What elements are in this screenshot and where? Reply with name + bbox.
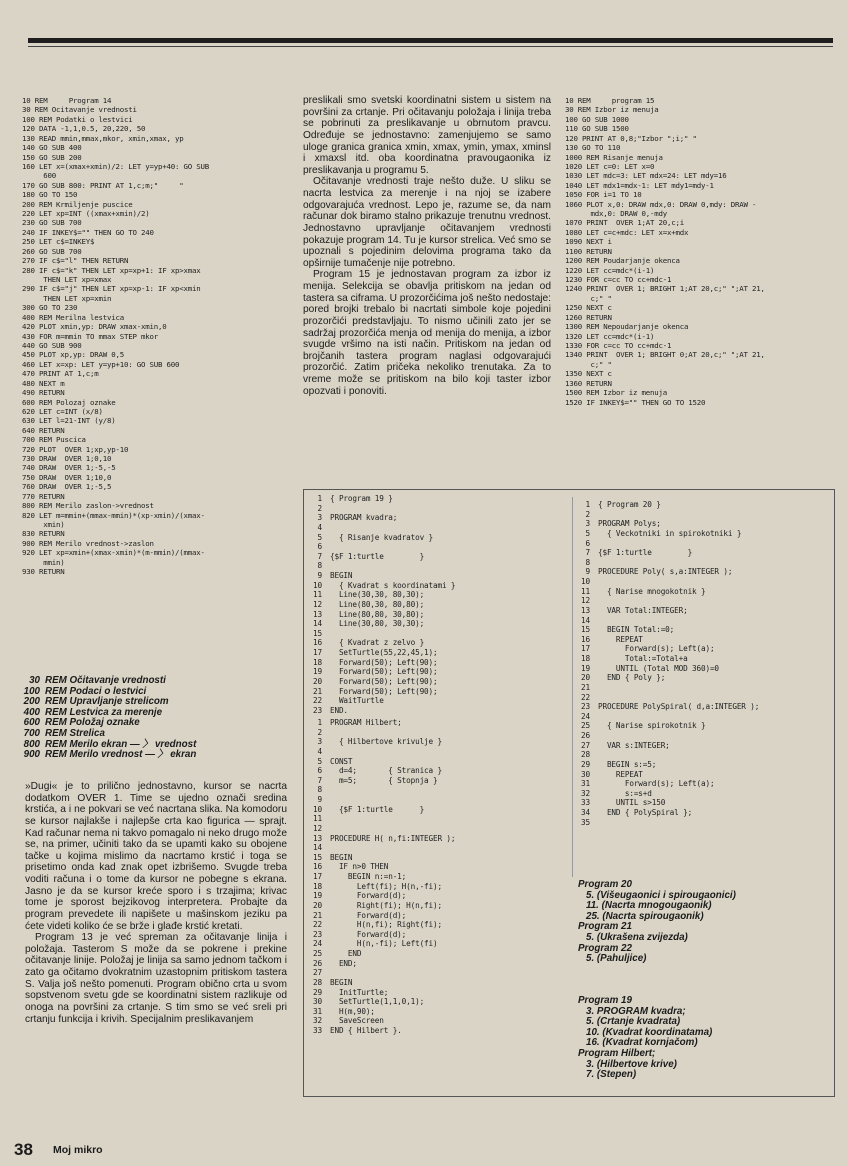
code-line: THEN LET xp=xmin bbox=[22, 293, 112, 303]
legend-item: 5. (Pahuljice) bbox=[586, 953, 647, 965]
legend-item: 5. (Ukrašena zvijezda) bbox=[586, 931, 688, 943]
code-line: 1070 PRINT OVER 1;AT 20,c;i bbox=[565, 218, 684, 228]
line-number: 22 bbox=[313, 920, 322, 930]
legend-line-number: 700 bbox=[23, 727, 40, 739]
code-line: 160 LET x=(xmax+xmin)/2: LET y=yp+40: GO SUB bbox=[22, 161, 209, 171]
line-number: 21 bbox=[313, 910, 322, 920]
line-number: 2 bbox=[317, 727, 322, 737]
code-line: Line(80,30, 80,80); bbox=[330, 599, 425, 609]
code-line: VAR Total:INTEGER; bbox=[598, 605, 688, 615]
code-line: { Narise spirokotnik } bbox=[598, 721, 706, 731]
code-line: { Narise mnogokotnik } bbox=[598, 586, 706, 596]
code-line: 150 GO SUB 200 bbox=[22, 152, 82, 162]
code-line: 1200 REM Poudarjanje okenca bbox=[565, 256, 680, 266]
code-line: Forward(50); Left(90); bbox=[330, 676, 438, 686]
line-number: 18 bbox=[313, 881, 322, 891]
line-number: 9 bbox=[585, 567, 590, 577]
line-number: 6 bbox=[317, 766, 322, 776]
code-line: 430 FOR m=mmin TO mmax STEP mkor bbox=[22, 331, 158, 341]
line-number: 26 bbox=[581, 731, 590, 740]
legend-item: 10. (Kvadrat koordinatama) bbox=[586, 1026, 713, 1038]
code-line: PROCEDURE PolySpiral( d,a:INTEGER ); bbox=[598, 702, 760, 712]
line-number: 22 bbox=[581, 692, 590, 702]
code-line: 1000 REM Risanje menuja bbox=[565, 152, 663, 162]
code-line: 10 REM Program 14 bbox=[22, 96, 112, 105]
line-number: 17 bbox=[313, 872, 322, 881]
line-number: 19 bbox=[581, 663, 590, 673]
code-line: H(n,fi); Right(fi); bbox=[330, 920, 442, 930]
code-line: 450 PLOT xp,yp: DRAW 0,5 bbox=[22, 350, 124, 360]
line-number: 1 bbox=[317, 718, 322, 727]
code-line: PROCEDURE Poly( s,a:INTEGER ); bbox=[598, 567, 733, 577]
line-number: 28 bbox=[581, 750, 590, 760]
line-number: 14 bbox=[313, 843, 322, 853]
line-number: 19 bbox=[313, 667, 322, 677]
line-number: 25 bbox=[313, 949, 322, 958]
code-line: REPEAT bbox=[598, 634, 643, 644]
code-line: 140 GO SUB 400 bbox=[22, 143, 82, 153]
legend-line-number: 900 bbox=[23, 749, 40, 761]
code-line: Right(fi); H(n,fi); bbox=[330, 900, 442, 910]
code-line: 270 IF c$="l" THEN RETURN bbox=[22, 256, 129, 266]
header-rule-thin bbox=[28, 46, 833, 47]
legend-line-number: 800 bbox=[23, 738, 40, 750]
code-line: PROGRAM kvadra; bbox=[330, 513, 398, 523]
program14-legend bbox=[18, 676, 288, 761]
legend-item: 25. (Nacrta spirougaonik) bbox=[586, 910, 704, 922]
line-number: 13 bbox=[313, 833, 322, 843]
line-number: 6 bbox=[317, 542, 322, 552]
paragraph: preslikali smo svetski koordinatni sistem u sistem na površini za crtanje. Pri očitavanju položaja i linija treba se pobrinuti za preslikavanje u obrnutom pravcu. Određuje se jednostavno: zamenjujemo se samo uloge granica granica xmin, xmax, ymin, ymax, xminsl i xmaxsl itd. oba koordinatna pravougaonika iz preslikavanja u programu 5. bbox=[303, 95, 551, 176]
line-number: 10 bbox=[313, 804, 322, 814]
line-number: 12 bbox=[313, 599, 322, 609]
code-line: Left(fi); H(n,-fi); bbox=[330, 881, 442, 891]
line-number: 15 bbox=[313, 852, 322, 862]
legend-line-text: REM Očitavanje vrednosti bbox=[45, 675, 166, 686]
legend-line-number: 400 bbox=[23, 706, 40, 718]
code-line: { Hilbertove krivulje } bbox=[330, 737, 442, 747]
code-line: 1100 RETURN bbox=[565, 246, 612, 256]
line-number: 20 bbox=[581, 673, 590, 683]
hilbert-listing bbox=[306, 718, 571, 1036]
code-line: PROGRAM Polys; bbox=[598, 519, 661, 529]
line-number: 29 bbox=[313, 987, 322, 997]
code-line: mdx,0: DRAW 0,-mdy bbox=[565, 209, 667, 219]
line-number: 23 bbox=[581, 702, 590, 712]
code-line: { Risanje kvadratov } bbox=[330, 532, 434, 542]
line-number: 31 bbox=[581, 779, 590, 789]
line-number: 2 bbox=[585, 509, 590, 519]
line-number: 2 bbox=[317, 503, 322, 513]
code-line: 620 LET c=INT (x/8) bbox=[22, 406, 103, 416]
legend-item: 11. (Nacrta mnogougaonik) bbox=[586, 900, 712, 912]
code-line: END bbox=[330, 949, 362, 958]
code-line: 900 REM Merilo vrednost->zaslon bbox=[22, 538, 154, 548]
code-line: 600 REM Polozaj oznake bbox=[22, 397, 116, 407]
code-line: PROCEDURE H( n,fi:INTEGER ); bbox=[330, 833, 456, 843]
code-line: Forward(50); Left(90); bbox=[330, 657, 438, 667]
code-line: 1230 FOR c=cc TO cc+mdc-1 bbox=[565, 275, 672, 285]
code-line: { Veckotniki in spirokotniki } bbox=[598, 528, 742, 538]
code-line: 100 REM Podatki o lestvici bbox=[22, 114, 133, 124]
legend-line-text: REM Strelica bbox=[45, 727, 105, 739]
code-line: 1090 NEXT i bbox=[565, 237, 612, 247]
legend-programs-20-22 bbox=[578, 880, 828, 965]
line-number: 9 bbox=[317, 571, 322, 580]
code-line: END; bbox=[330, 958, 357, 968]
paragraph: Program 15 je jednostavan program za izbor iz menija. Selekcija se obavlja pritiskom na jedan od tastera sa ciframa. U prozorčićima još nešto nedostaje: pored brojki trebalo bi nacrtati simbole koje pojedini prozorčići predstavljaju. To nismo učinili zato jer se sadržaj prozorčića menja od menija do menija, a izbor svugde vršimo na isti način. Pritiskom na jedan od brojčanih tastera program naglasi odgovarajući prozorčić. Zatim pričeka nekoliko trenutaka. Za to vreme može se pritiskom na bilo koji taster izbor opozvati i ponoviti. bbox=[303, 269, 552, 397]
box-divider bbox=[572, 497, 573, 877]
left-column-text bbox=[25, 781, 287, 1025]
line-number: 5 bbox=[317, 756, 322, 766]
code-line: c;" " bbox=[565, 359, 612, 369]
legend-item: 16. (Kvadrat kornjačom) bbox=[586, 1037, 698, 1049]
program14-listing bbox=[22, 96, 292, 577]
line-number: 28 bbox=[313, 977, 322, 987]
code-line: 170 GO SUB 800: PRINT AT 1,c;m;" " bbox=[22, 180, 184, 190]
line-number: 32 bbox=[313, 1016, 322, 1026]
code-line: 800 REM Merilo zaslon->vrednost bbox=[22, 501, 154, 511]
code-line: END { Poly }; bbox=[598, 673, 666, 683]
code-line: REPEAT bbox=[598, 769, 643, 779]
legend-line-text: REM Upravljanje strelicom bbox=[45, 696, 169, 708]
code-line: BEGIN Total:=0; bbox=[598, 625, 675, 635]
line-number: 1 bbox=[585, 500, 590, 509]
paragraph: Očitavanje vrednosti traje nešto duže. U sliku se nacrta lestvica za merenje i na njoj se izabere odgovarajuća vrednost. Lepo je, razume se, da nam računar dok biramo stalno prikazuje trenutnu vrednost. Jednostavno upravljanje očitavanjem vrednosti pokazuje program 14. Tu je kursor strelica. Već smo se upoznali s pojedinim delovima programa tako da opširnije tumačenje nije potrebno. bbox=[303, 176, 552, 269]
legend-item: 7. (Stepen) bbox=[586, 1069, 637, 1081]
legend-heading: Program 19 bbox=[578, 995, 632, 1006]
code-line: { Kvadrat z zelvo } bbox=[330, 638, 425, 648]
code-line: {$F 1:turtle } bbox=[598, 548, 693, 558]
legend-line bbox=[18, 750, 288, 761]
code-line: 920 LET xp=xmin+(xmax-xmin)*(m-mmin)/(mmax- bbox=[22, 548, 205, 558]
legend-line-text: REM Podaci o lestvici bbox=[45, 685, 147, 697]
code-line: Forward(d); bbox=[330, 929, 407, 939]
code-line: 930 RETURN bbox=[22, 567, 65, 577]
code-line: 1040 LET mdx1=mdx-1: LET mdy1=mdy-1 bbox=[565, 180, 714, 190]
code-line: 750 DRAW OVER 1;10,0 bbox=[22, 472, 112, 482]
line-number: 3 bbox=[317, 513, 322, 523]
code-line: 470 PRINT AT 1,c;m bbox=[22, 369, 99, 379]
code-line: 420 PLOT xmin,yp: DRAW xmax-xmin,0 bbox=[22, 322, 167, 332]
code-line: 640 RETURN bbox=[22, 425, 65, 435]
magazine-name: Moj mikro bbox=[53, 1144, 103, 1156]
code-line: 240 IF INKEY$="" THEN GO TO 240 bbox=[22, 227, 154, 237]
code-line: c;" " bbox=[565, 293, 612, 303]
legend-item: 5. (Crtanje kvadrata) bbox=[586, 1016, 681, 1028]
line-number: 23 bbox=[313, 929, 322, 939]
line-number: 12 bbox=[313, 823, 322, 833]
code-line: Forward(s); Left(a); bbox=[598, 644, 715, 654]
line-number: 33 bbox=[313, 1026, 322, 1035]
code-line: 760 DRAW OVER 1;-5,5 bbox=[22, 482, 112, 492]
header-rule-thick bbox=[28, 38, 833, 43]
code-line: 730 DRAW OVER 1;0,10 bbox=[22, 454, 112, 464]
code-line: 100 GO SUB 1000 bbox=[565, 114, 629, 124]
code-line: 260 GO SUB 700 bbox=[22, 246, 82, 256]
code-line: 1240 PRINT OVER 1; BRIGHT 1;AT 20,c;" ";AT 21, bbox=[565, 284, 765, 294]
code-line: { Kvadrat s koordinatami } bbox=[330, 580, 456, 590]
code-line: d=4; { Stranica } bbox=[330, 766, 442, 776]
line-number: 29 bbox=[581, 759, 590, 769]
code-line: 440 GO SUB 900 bbox=[22, 340, 82, 350]
code-line: 1260 RETURN bbox=[565, 312, 612, 322]
code-line: 1500 REM Izbor iz menuja bbox=[565, 388, 667, 398]
line-number: 34 bbox=[581, 808, 590, 817]
code-line: 220 LET xp=INT ((xmax+xmin)/2) bbox=[22, 209, 150, 219]
line-number: 23 bbox=[313, 705, 322, 715]
code-line: BEGIN bbox=[330, 571, 353, 580]
code-line: BEGIN bbox=[330, 977, 353, 987]
code-line: 280 IF c$="k" THEN LET xp=xp+1: IF xp>xmax bbox=[22, 265, 201, 275]
line-number: 4 bbox=[317, 746, 322, 756]
code-line: 230 GO SUB 700 bbox=[22, 218, 82, 228]
code-line: END. bbox=[330, 705, 348, 715]
line-number: 4 bbox=[317, 522, 322, 532]
code-line: 770 RETURN bbox=[22, 491, 65, 501]
legend-heading: Program Hilbert; bbox=[578, 1047, 656, 1059]
code-line: mmin) bbox=[22, 557, 65, 567]
legend-program19-hilbert bbox=[578, 996, 828, 1081]
code-line: UNTIL s>150 bbox=[598, 798, 666, 808]
code-line: 1340 PRINT OVER 1; BRIGHT 0;AT 20,c;" ";AT 21, bbox=[565, 350, 765, 360]
line-number: 5 bbox=[317, 532, 322, 542]
line-number: 15 bbox=[313, 628, 322, 638]
code-line: 740 DRAW OVER 1;-5,-5 bbox=[22, 463, 116, 473]
line-number: 6 bbox=[585, 538, 590, 548]
line-number: 11 bbox=[313, 814, 322, 824]
code-line: Line(30,30, 80,30); bbox=[330, 590, 425, 600]
code-line: 30 REM Ocitavanje vrednosti bbox=[22, 105, 137, 115]
code-line: 490 RETURN bbox=[22, 388, 65, 398]
code-line: END { PolySpiral }; bbox=[598, 808, 693, 817]
line-number: 33 bbox=[581, 798, 590, 808]
code-line: UNTIL (Total MOD 360)=0 bbox=[598, 663, 719, 673]
line-number: 12 bbox=[581, 596, 590, 606]
line-number: 27 bbox=[581, 740, 590, 750]
line-number: 26 bbox=[313, 958, 322, 968]
code-line: Total:=Total+a bbox=[598, 654, 688, 663]
line-number: 31 bbox=[313, 1006, 322, 1016]
line-number: 10 bbox=[313, 580, 322, 590]
line-number: 32 bbox=[581, 788, 590, 798]
line-number: 18 bbox=[581, 654, 590, 663]
code-line: 10 REM program 15 bbox=[565, 96, 655, 105]
legend-heading: Program 20 bbox=[578, 879, 632, 890]
line-number: 18 bbox=[313, 657, 322, 667]
legend-item: 3. (Hilbertove krive) bbox=[586, 1058, 677, 1070]
code-line: 1060 PLOT x,0: DRAW mdx,0: DRAW 0,mdy: DRAW - bbox=[565, 199, 757, 209]
paragraph: Program 13 je već spreman za očitavanje linija i položaja. Tasterom S može da se pokrene i prekine očitavanje linije. Položaj je linija sa samo jednom tačkom i zato ga očitamo dvokratnim uzastopnim pritiskom tastera S. Valja još nešto pomenuti. Program obično crta u svom sopstvenom svetu gde se koordinatni sistem razlikuje od onoga na površini za crtanje. S tim smo se već sreli pri crtanju funkcija i krivih. Specijalnim preslikavanjem bbox=[25, 932, 287, 1025]
code-line: 120 PRINT AT 0,8;"Izbor ";i;" " bbox=[565, 133, 697, 143]
code-line: 250 LET c$=INKEY$ bbox=[22, 237, 95, 247]
code-line: VAR s:INTEGER; bbox=[598, 740, 670, 750]
code-line: END { Hilbert }. bbox=[330, 1026, 402, 1035]
code-line: 1220 LET cc=mdc*(i-1) bbox=[565, 265, 655, 275]
line-number: 20 bbox=[313, 900, 322, 910]
code-line: BEGIN bbox=[330, 852, 353, 862]
code-line: PROGRAM Hilbert; bbox=[330, 718, 402, 727]
legend-heading: Program 22 bbox=[578, 942, 632, 954]
code-line: Forward(50); Left(90); bbox=[330, 667, 438, 677]
line-number: 27 bbox=[313, 968, 322, 978]
middle-column-text bbox=[303, 95, 551, 397]
line-number: 8 bbox=[317, 785, 322, 795]
code-line: 1320 LET cc=mdc*(i-1) bbox=[565, 331, 655, 341]
line-number: 30 bbox=[581, 769, 590, 779]
code-line: m=5; { Stopnja } bbox=[330, 775, 438, 785]
code-line: 290 IF c$="j" THEN LET xp=xp-1: IF xp<xmin bbox=[22, 284, 201, 294]
line-number: 16 bbox=[581, 634, 590, 644]
code-line: 480 NEXT m bbox=[22, 378, 65, 388]
code-line: Line(80,80, 30,80); bbox=[330, 609, 425, 619]
paragraph: »Dugi« je to prilično jednostavno, kursor se nacrta dodatkom OVER 1. Time se ujedno označi sredina krstića, a i ne pokvari se već nacrtana slika. Na komodoru se kursor najlakše i najlepše crta kao figurica — sprajt. Kad računar nema ni takvo pomagalo ni neko drugo može se, na primer, učiniti tako da se upamti kako su obojene tačke u kojima mislimo da nacrtamo krstić i toga se prisetimo onda kad znak opet izbrišemo. Svugde treba voditi računa i o tome da kursor ne pobegne s ekrana. Jasno je da se kursor kreće sporo i s trzajima; krivac tome je sporost bejzikovog interpretera. Probajte da program prevedete ili napišete u mašinskom jeziku pa ćete videti koliko će se brže i glađe krstić kretati. bbox=[25, 781, 287, 932]
code-line: BEGIN s:=5; bbox=[598, 759, 657, 769]
legend-item: 5. (Višeugaonici i spirougaonici) bbox=[586, 889, 736, 901]
code-line: { Program 20 } bbox=[598, 500, 661, 509]
line-number: 16 bbox=[313, 862, 322, 872]
line-number: 25 bbox=[581, 721, 590, 731]
code-line: 130 GO TO 110 bbox=[565, 143, 621, 153]
code-line: 1050 FOR i=1 TO 10 bbox=[565, 190, 642, 200]
line-number: 13 bbox=[313, 609, 322, 619]
line-number: 8 bbox=[317, 561, 322, 571]
code-line: IF n>0 THEN bbox=[330, 862, 389, 872]
code-line: SetTurtle(1,1,0,1); bbox=[330, 997, 425, 1007]
line-number: 7 bbox=[317, 775, 322, 785]
legend-heading: Program 21 bbox=[578, 921, 632, 933]
code-line: 820 LET m=mmin+(mmax-mmin)*(xp-xmin)/(xmax- bbox=[22, 510, 205, 520]
code-line: 1080 LET c=c+mdc: LET x=x+mdx bbox=[565, 227, 689, 237]
code-line: 1360 RETURN bbox=[565, 378, 612, 388]
line-number: 19 bbox=[313, 891, 322, 901]
legend-line-number: 100 bbox=[23, 685, 40, 697]
code-line: 400 REM Merilna lestvica bbox=[22, 312, 124, 322]
code-line: xmin) bbox=[22, 519, 65, 529]
line-number: 7 bbox=[585, 548, 590, 558]
line-number: 24 bbox=[313, 939, 322, 949]
code-line: 720 PLOT OVER 1;xp,yp-10 bbox=[22, 444, 129, 454]
code-line: 460 LET x=xp: LET y=yp+10: GO SUB 600 bbox=[22, 359, 180, 369]
page-number: 38 bbox=[14, 1140, 33, 1159]
code-line: 830 RETURN bbox=[22, 529, 65, 539]
legend-line-number: 200 bbox=[23, 696, 40, 708]
legend-line-number: 30 bbox=[29, 675, 40, 686]
code-line: 700 REM Puscica bbox=[22, 435, 86, 445]
code-line: 1330 FOR c=cc TO cc+mdc-1 bbox=[565, 340, 672, 350]
line-number: 22 bbox=[313, 696, 322, 706]
code-line: 630 LET l=21-INT (y/8) bbox=[22, 416, 116, 426]
code-line: 1520 IF INKEY$="" THEN GO TO 1520 bbox=[565, 397, 706, 407]
code-line: {$F 1:turtle } bbox=[330, 551, 425, 561]
code-line: SaveScreen bbox=[330, 1016, 384, 1026]
line-number: 14 bbox=[313, 619, 322, 629]
code-line: 200 REM Krmiljenje puscice bbox=[22, 199, 133, 209]
code-line: 1030 LET mdc=3: LET mdx=24: LET mdy=16 bbox=[565, 171, 727, 181]
line-number: 10 bbox=[581, 577, 590, 586]
line-number: 21 bbox=[581, 682, 590, 692]
legend-line-text: REM Merilo ekran — 〉 vrednost bbox=[45, 738, 197, 750]
code-line: THEN LET xp=xmax bbox=[22, 275, 112, 285]
line-number: 8 bbox=[585, 557, 590, 567]
line-number: 1 bbox=[317, 494, 322, 503]
program15-listing bbox=[565, 96, 837, 407]
code-line: WaitTurtle bbox=[330, 696, 384, 706]
code-line: InitTurtle; bbox=[330, 987, 389, 997]
code-line: CONST bbox=[330, 756, 353, 766]
code-line: 1020 LET c=0: LET x=0 bbox=[565, 161, 655, 171]
line-number: 20 bbox=[313, 676, 322, 686]
legend-line-text: REM Položaj oznake bbox=[45, 717, 140, 729]
code-line: 30 REM Izbor iz menuja bbox=[565, 105, 659, 115]
line-number: 11 bbox=[581, 586, 590, 596]
line-number: 24 bbox=[581, 711, 590, 721]
program19-listing bbox=[306, 494, 571, 715]
line-number: 7 bbox=[317, 551, 322, 561]
line-number: 11 bbox=[313, 590, 322, 600]
line-number: 17 bbox=[581, 644, 590, 654]
code-line: 120 DATA -1,1,0.5, 20,220, 50 bbox=[22, 124, 146, 134]
code-line: 1250 NEXT c bbox=[565, 303, 612, 313]
code-line: { Program 19 } bbox=[330, 494, 393, 503]
line-number: 3 bbox=[585, 519, 590, 529]
line-number: 35 bbox=[581, 817, 590, 827]
code-line: BEGIN n:=n-1; bbox=[330, 872, 407, 881]
line-number: 9 bbox=[317, 795, 322, 804]
legend-item: 3. PROGRAM kvadra; bbox=[586, 1005, 686, 1017]
line-number: 14 bbox=[581, 615, 590, 625]
line-number: 30 bbox=[313, 997, 322, 1007]
code-line: {$F 1:turtle } bbox=[330, 804, 425, 814]
code-line: s:=s+d bbox=[598, 788, 652, 798]
legend-line-text: REM Merilo vrednost — 〉 ekran bbox=[45, 749, 197, 761]
code-line: Forward(50); Left(90); bbox=[330, 686, 438, 696]
code-line: 1350 NEXT c bbox=[565, 369, 612, 379]
code-line: 180 GO TO 150 bbox=[22, 190, 78, 200]
line-number: 16 bbox=[313, 638, 322, 648]
code-line: SetTurtle(55,22,45,1); bbox=[330, 648, 438, 657]
line-number: 3 bbox=[317, 737, 322, 747]
code-line: 1300 REM Nepoudarjanje okenca bbox=[565, 322, 689, 332]
code-line: H(m,90); bbox=[330, 1006, 375, 1016]
code-line: Forward(d); bbox=[330, 910, 407, 920]
line-number: 15 bbox=[581, 625, 590, 635]
program20-listing bbox=[574, 500, 834, 827]
code-line: Line(30,80, 30,30); bbox=[330, 619, 425, 629]
code-line: 300 GO TO 230 bbox=[22, 303, 78, 313]
line-number: 13 bbox=[581, 605, 590, 615]
code-line: H(n,-fi); Left(fi) bbox=[330, 939, 438, 949]
code-line: Forward(s); Left(a); bbox=[598, 779, 715, 789]
legend-line-text: REM Lestvica za merenje bbox=[45, 706, 163, 718]
line-number: 5 bbox=[585, 528, 590, 538]
code-line: Forward(d); bbox=[330, 891, 407, 901]
legend-line-number: 600 bbox=[23, 717, 40, 729]
line-number: 21 bbox=[313, 686, 322, 696]
line-number: 17 bbox=[313, 648, 322, 657]
code-line: 110 GO SUB 1500 bbox=[565, 124, 629, 134]
code-line: 600 bbox=[22, 171, 56, 181]
code-line: 130 READ mmin,mmax,mkor, xmin,xmax, yp bbox=[22, 133, 184, 143]
